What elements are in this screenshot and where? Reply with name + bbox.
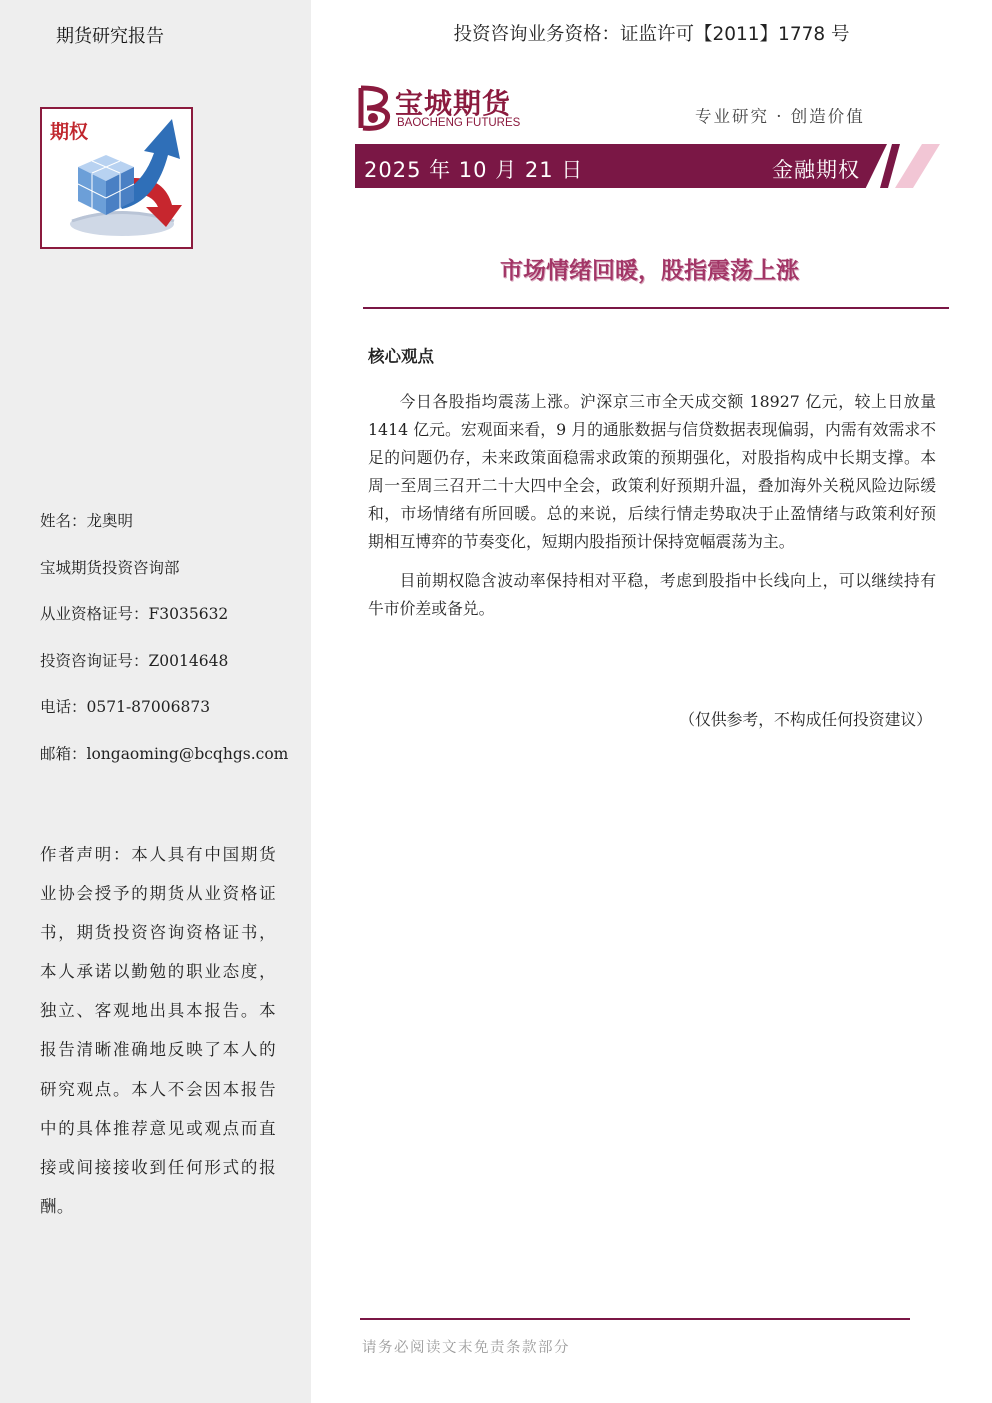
author-advisory-license: 投资咨询证号：Z0014648 xyxy=(40,651,229,670)
author-email: 邮箱：longaoming@bcqhgs.com xyxy=(40,744,289,763)
brand-logo xyxy=(355,84,525,132)
footer-disclaimer-note: 请务必阅读文末免责条款部分 xyxy=(362,1340,570,1356)
report-headline: 市场情绪回暖，股指震荡上涨 xyxy=(500,258,799,284)
report-date: 2025 年 10 月 21 日 xyxy=(364,158,584,182)
author-disclaimer: 作者声明：本人具有中国期货业协会授予的期货从业资格证书，期货投资咨询资格证书，本人承诺以勤勉的职业态度，独立、客观地出具本报告。本报告清晰准确地反映了本人的研究观点。本人不会因本报告中的具体推荐意见或观点而直接或间接接收到任何形式的报酬。 xyxy=(40,845,276,1216)
left-sidebar xyxy=(0,0,311,1403)
core-view-body xyxy=(368,388,936,633)
report-type-label: 期货研究报告 xyxy=(56,26,164,47)
author-name: 姓名：龙奥明 xyxy=(40,512,134,530)
reference-note: （仅供参考，不构成任何投资建议） xyxy=(679,710,932,729)
core-view-title: 核心观点 xyxy=(368,347,434,366)
headline-divider xyxy=(363,307,949,309)
core-paragraph: 今日各股指均震荡上涨。沪深京三市全天成交额 18927 亿元，较上日放量 1414 亿元。宏观面来看，9 月的通胀数据与信贷数据表现偏弱，内需有效需求不足的问题仍存，未来政策面稳需求政策的预期强化，对股指构成中长期支撑。本周一至周三召开二十大四中全会，政策利好预期升温，叠加海外关税风险边际缓和，市场情绪有所回暖。总的来说，后续行情走势取决于止盈情绪与政策利好预期相互博弈的节奏变化，短期内股指预计保持宽幅震荡为主。 xyxy=(368,392,936,552)
banner-stripe-accent xyxy=(895,144,940,188)
brand-slogan: 专业研究 · 创造价值 xyxy=(695,107,865,126)
qualification-header: 投资咨询业务资格：证监许可【2011】1778 号 xyxy=(453,24,850,45)
author-info xyxy=(40,508,288,788)
baocheng-logo-icon xyxy=(355,84,395,132)
brand-name-cn: 宝城期货 xyxy=(395,87,512,120)
core-paragraph: 目前期权隐含波动率保持相对平稳，考虑到股指中长线向上，可以继续持有牛市价差或备兑。 xyxy=(368,570,936,618)
brand-name-en: BAOCHENG FUTURES xyxy=(397,117,521,129)
author-phone: 电话：0571-87006873 xyxy=(40,698,211,717)
footer-divider xyxy=(360,1318,910,1320)
report-category: 金融期权 xyxy=(772,158,860,182)
options-badge xyxy=(40,107,193,249)
badge-label: 期权 xyxy=(50,121,89,143)
author-license: 从业资格证号：F3035632 xyxy=(40,605,229,624)
author-department: 宝城期货投资咨询部 xyxy=(40,558,180,577)
